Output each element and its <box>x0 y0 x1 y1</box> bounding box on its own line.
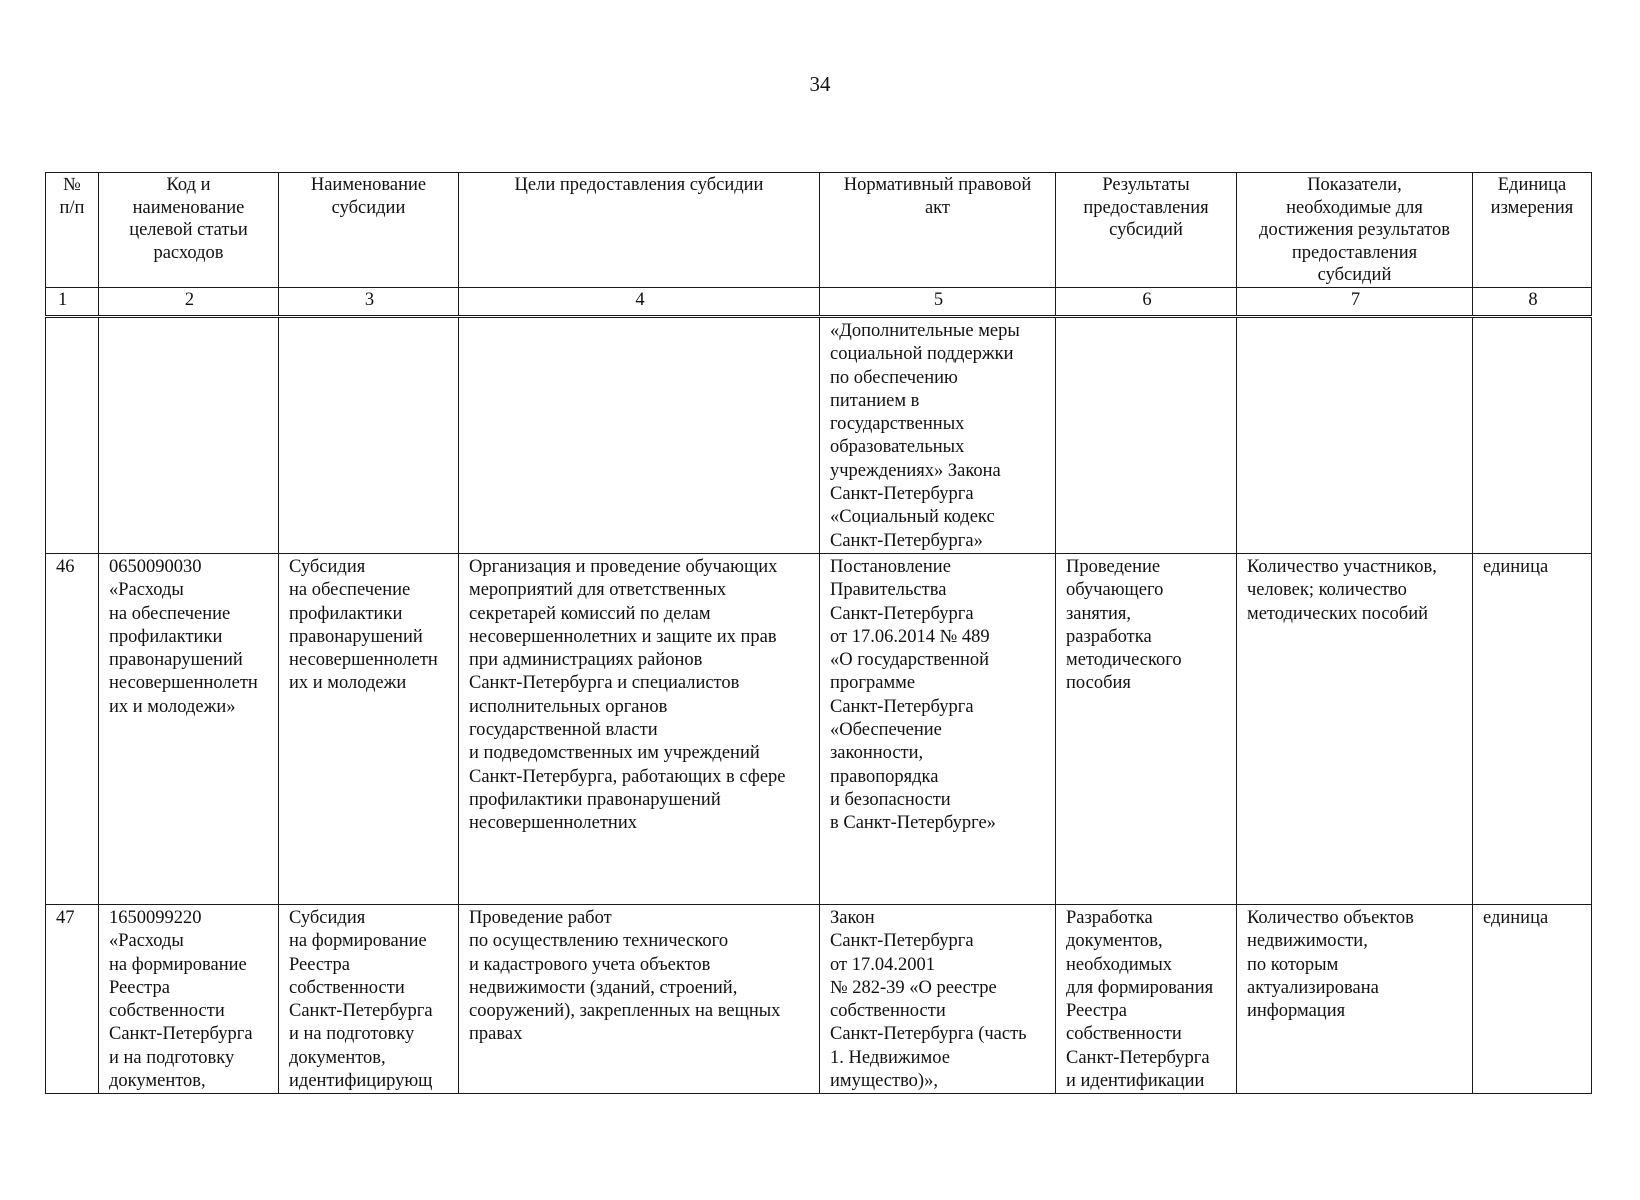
cell-subsidy-name <box>279 316 459 553</box>
header-cell-results: Результаты предоставления субсидий <box>1056 173 1237 288</box>
cell-legal-act: Постановление Правительства Санкт-Петербурга от 17.06.2014 № 489 «О государственной программе Санкт-Петербурга «Обеспечение законности, правопорядка и безопасности в Санкт-Петербурге» <box>820 553 1056 904</box>
column-number: 2 <box>99 287 279 316</box>
cell-indicators <box>1237 316 1473 553</box>
column-number: 5 <box>820 287 1056 316</box>
cell-number: 46 <box>46 553 99 904</box>
header-cell-legal-act: Нормативный правовой акт <box>820 173 1056 288</box>
cell-results <box>1056 316 1237 553</box>
cell-goals <box>459 316 820 553</box>
header-cell-unit: Единица измерения <box>1473 173 1592 288</box>
cell-unit <box>1473 316 1592 553</box>
cell-indicators: Количество участников, человек; количество методических пособий <box>1237 553 1473 904</box>
cell-goals: Проведение работ по осуществлению технического и кадастрового учета объектов недвижимости (зданий, строений, сооружений), закрепленных на вещных правах <box>459 904 820 1093</box>
table-row <box>46 553 1592 904</box>
header-cell-subsidy-name: Наименование субсидии <box>279 173 459 288</box>
cell-code: 0650090030 «Расходы на обеспечение профилактики правонарушений несовершеннолетн их и молодежи» <box>99 553 279 904</box>
column-number: 1 <box>46 287 99 316</box>
column-number: 3 <box>279 287 459 316</box>
column-number: 8 <box>1473 287 1592 316</box>
page-number: 34 <box>809 72 831 96</box>
cell-legal-act: Закон Санкт-Петербурга от 17.04.2001 № 282-39 «О реестре собственности Санкт-Петербурга (часть 1. Недвижимое имущество)», <box>820 904 1056 1093</box>
column-number: 4 <box>459 287 820 316</box>
cell-legal-act: «Дополнительные меры социальной поддержки по обеспечению питанием в государственных образовательных учреждениях» Закона Санкт-Петербурга «Социальный кодекс Санкт-Петербурга» <box>820 316 1056 553</box>
cell-subsidy-name: Субсидия на формирование Реестра собственности Санкт-Петербурга и на подготовку документов, идентифицирующ <box>279 904 459 1093</box>
header-cell-code: Код и наименование целевой статьи расходов <box>99 173 279 288</box>
subsidies-table <box>45 172 1592 1094</box>
cell-results: Разработка документов, необходимых для формирования Реестра собственности Санкт-Петербурга и идентификации <box>1056 904 1237 1093</box>
header-cell-indicators: Показатели, необходимые для достижения результатов предоставления субсидий <box>1237 173 1473 288</box>
header-cell-number: № п/п <box>46 173 99 288</box>
column-number: 7 <box>1237 287 1473 316</box>
cell-number: 47 <box>46 904 99 1093</box>
header-cell-goals: Цели предоставления субсидии <box>459 173 820 288</box>
cell-code: 1650099220 «Расходы на формирование Реестра собственности Санкт-Петербурга и на подготовку документов, <box>99 904 279 1093</box>
cell-unit: единица <box>1473 553 1592 904</box>
cell-number <box>46 316 99 553</box>
table-header-row <box>46 173 1592 288</box>
column-number: 6 <box>1056 287 1237 316</box>
cell-unit: единица <box>1473 904 1592 1093</box>
column-numbers-row <box>46 287 1592 316</box>
cell-goals: Организация и проведение обучающих мероприятий для ответственных секретарей комиссий по делам несовершеннолетних и защите их прав при администрациях районов Санкт-Петербурга и специалистов исполнительных органов государственной власти и подведомственных им учреждений Санкт-Петербурга, работающих в сфере профилактики правонарушений несовершеннолетних <box>459 553 820 904</box>
table-row <box>46 316 1592 553</box>
cell-subsidy-name: Субсидия на обеспечение профилактики правонарушений несовершеннолетн их и молодежи <box>279 553 459 904</box>
cell-code <box>99 316 279 553</box>
cell-indicators: Количество объектов недвижимости, по которым актуализирована информация <box>1237 904 1473 1093</box>
table-row <box>46 904 1592 1093</box>
cell-results: Проведение обучающего занятия, разработка методического пособия <box>1056 553 1237 904</box>
